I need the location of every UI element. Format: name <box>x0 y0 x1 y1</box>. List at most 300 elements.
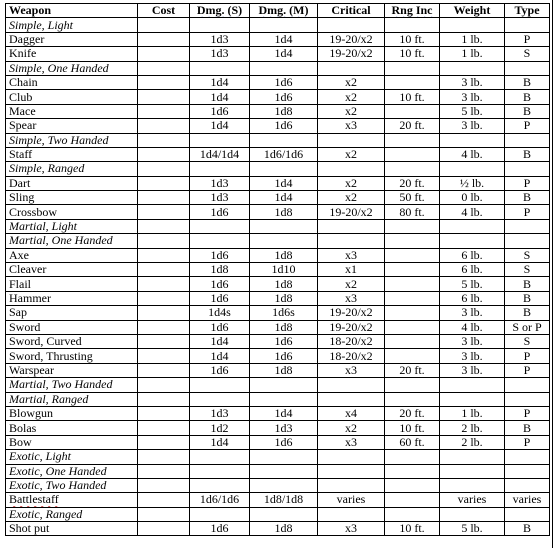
cell-critical: x2 <box>318 147 385 161</box>
cell-type: S <box>505 334 550 348</box>
cell-weapon: Axe <box>6 248 138 262</box>
weapon-row <box>6 32 550 46</box>
cell-cost <box>138 119 190 133</box>
cell-type: B <box>505 147 550 161</box>
cell-dmg-medium: 1d4 <box>250 191 318 205</box>
empty-cell <box>385 162 440 176</box>
empty-cell <box>440 478 505 492</box>
cell-type: B <box>505 191 550 205</box>
cell-weight: 4 lb. <box>440 147 505 161</box>
cell-type: S <box>505 263 550 277</box>
category-row <box>6 507 550 521</box>
cell-dmg-medium: 1d6s <box>250 306 318 320</box>
empty-cell <box>250 219 318 233</box>
category-label: Simple, Ranged <box>6 162 138 176</box>
cell-cost <box>138 32 190 46</box>
cell-type: P <box>505 205 550 219</box>
weapon-row <box>6 493 550 507</box>
empty-cell <box>385 392 440 406</box>
weapon-row <box>6 205 550 219</box>
header-weight: Weight <box>440 4 505 18</box>
cell-range-increment: 20 ft. <box>385 176 440 190</box>
cell-critical: x2 <box>318 191 385 205</box>
cell-type: varies <box>505 493 550 507</box>
cell-dmg-small: 1d4 <box>190 90 250 104</box>
empty-cell <box>505 464 550 478</box>
empty-cell <box>138 450 190 464</box>
cell-dmg-medium: 1d8 <box>250 277 318 291</box>
cell-weight: varies <box>440 493 505 507</box>
weapon-row <box>6 75 550 89</box>
cell-weapon: Blowgun <box>6 406 138 420</box>
cell-dmg-medium: 1d6 <box>250 90 318 104</box>
empty-cell <box>318 507 385 521</box>
empty-cell <box>250 450 318 464</box>
cell-weapon <box>6 363 138 377</box>
empty-cell <box>318 464 385 478</box>
cell-dmg-small: 1d6 <box>190 104 250 118</box>
cell-critical: x3 <box>318 248 385 262</box>
cell-type: P <box>505 176 550 190</box>
empty-cell <box>440 61 505 75</box>
empty-cell <box>385 507 440 521</box>
cell-type: B <box>505 291 550 305</box>
cell-weight: 0 lb. <box>440 191 505 205</box>
cell-dmg-medium: 1d8/1d8 <box>250 493 318 507</box>
weapon-row <box>6 47 550 61</box>
cell-type: B <box>505 104 550 118</box>
empty-cell <box>190 61 250 75</box>
cell-weight: 1 lb. <box>440 406 505 420</box>
empty-cell <box>505 392 550 406</box>
empty-cell <box>440 162 505 176</box>
cell-cost <box>138 191 190 205</box>
cell-type: P <box>505 349 550 363</box>
cell-weight: 3 lb. <box>440 90 505 104</box>
empty-cell <box>250 464 318 478</box>
empty-cell <box>505 18 550 32</box>
cell-type: B <box>505 75 550 89</box>
weapon-row <box>6 435 550 449</box>
cell-type: B <box>505 522 550 536</box>
cell-critical: 18-20/x2 <box>318 349 385 363</box>
header-critical: Critical <box>318 4 385 18</box>
category-label: Exotic, One Handed <box>6 464 138 478</box>
cell-critical: 19-20/x2 <box>318 32 385 46</box>
header-range-increment <box>385 4 440 18</box>
empty-cell <box>318 219 385 233</box>
cell-type: B <box>505 421 550 435</box>
cell-type: S <box>505 47 550 61</box>
empty-cell <box>190 18 250 32</box>
cell-range-increment: 10 ft. <box>385 522 440 536</box>
cell-range-increment <box>385 493 440 507</box>
weapon-row <box>6 191 550 205</box>
cell-type: B <box>505 277 550 291</box>
empty-cell <box>385 61 440 75</box>
cell-critical: x2 <box>318 176 385 190</box>
cell-range-increment: 60 ft. <box>385 435 440 449</box>
weapon-row <box>6 349 550 363</box>
cell-dmg-medium: 1d8 <box>250 522 318 536</box>
empty-cell <box>440 219 505 233</box>
cell-weapon: Spear <box>6 119 138 133</box>
header-dmg-medium <box>250 4 318 18</box>
cell-cost <box>138 277 190 291</box>
empty-cell <box>250 507 318 521</box>
empty-cell <box>190 219 250 233</box>
category-label: Martial, One Handed <box>6 234 138 248</box>
empty-cell <box>190 234 250 248</box>
empty-cell <box>505 478 550 492</box>
cell-weight: 5 lb. <box>440 277 505 291</box>
cell-critical: varies <box>318 493 385 507</box>
empty-cell <box>250 61 318 75</box>
cell-critical: x2 <box>318 421 385 435</box>
empty-cell <box>505 378 550 392</box>
cell-cost <box>138 75 190 89</box>
empty-cell <box>505 234 550 248</box>
cell-cost <box>138 406 190 420</box>
empty-cell <box>318 133 385 147</box>
cell-dmg-small: 1d6 <box>190 363 250 377</box>
empty-cell <box>190 507 250 521</box>
empty-cell <box>440 133 505 147</box>
empty-cell <box>505 219 550 233</box>
cell-weapon: Sword, Curved <box>6 334 138 348</box>
empty-cell <box>138 162 190 176</box>
empty-cell <box>440 450 505 464</box>
empty-cell <box>385 18 440 32</box>
cell-cost <box>138 90 190 104</box>
cell-range-increment <box>385 334 440 348</box>
empty-cell <box>138 464 190 478</box>
empty-cell <box>440 507 505 521</box>
weapon-row <box>6 406 550 420</box>
cell-dmg-small: 1d2 <box>190 421 250 435</box>
empty-cell <box>318 234 385 248</box>
cell-critical: x2 <box>318 90 385 104</box>
weapon-row <box>6 306 550 320</box>
header-dmg-small <box>190 4 250 18</box>
empty-cell <box>250 234 318 248</box>
cell-range-increment <box>385 248 440 262</box>
cell-critical: 19-20/x2 <box>318 320 385 334</box>
category-row <box>6 219 550 233</box>
cell-weapon: Shot put <box>6 522 138 536</box>
cell-weight: 2 lb. <box>440 435 505 449</box>
cell-cost <box>138 421 190 435</box>
cell-dmg-medium: 1d3 <box>250 421 318 435</box>
cell-critical: x3 <box>318 522 385 536</box>
category-row <box>6 450 550 464</box>
cell-weapon: Sling <box>6 191 138 205</box>
cell-critical: x2 <box>318 277 385 291</box>
empty-cell <box>250 478 318 492</box>
cell-weight: 6 lb. <box>440 291 505 305</box>
category-label: Simple, Light <box>6 18 138 32</box>
cell-cost <box>138 104 190 118</box>
cell-range-increment <box>385 320 440 334</box>
cell-dmg-small: 1d4 <box>190 75 250 89</box>
cell-weapon: Bolas <box>6 421 138 435</box>
category-row <box>6 392 550 406</box>
cell-cost <box>138 363 190 377</box>
cell-dmg-small: 1d3 <box>190 176 250 190</box>
empty-cell <box>505 162 550 176</box>
cell-dmg-medium: 1d6 <box>250 119 318 133</box>
cell-dmg-medium: 1d6 <box>250 334 318 348</box>
cell-range-increment: 20 ft. <box>385 406 440 420</box>
cell-dmg-small: 1d6 <box>190 277 250 291</box>
category-label: Martial, Light <box>6 219 138 233</box>
cell-dmg-medium: 1d8 <box>250 104 318 118</box>
cell-weapon <box>6 493 138 507</box>
cell-cost <box>138 349 190 363</box>
category-label: Martial, Two Handed <box>6 378 138 392</box>
header-dmg-medium-text: Dmg. (M) <box>258 3 309 18</box>
weapon-row <box>6 176 550 190</box>
cell-weapon: Sword, Thrusting <box>6 349 138 363</box>
cell-type: P <box>505 435 550 449</box>
empty-cell <box>385 234 440 248</box>
cell-critical: x4 <box>318 406 385 420</box>
cell-dmg-small: 1d4 <box>190 349 250 363</box>
empty-cell <box>138 392 190 406</box>
misspelled-word: Warspear <box>9 363 55 377</box>
empty-cell <box>190 378 250 392</box>
cell-weight: 2 lb. <box>440 421 505 435</box>
empty-cell <box>138 234 190 248</box>
cell-dmg-small: 1d4 <box>190 119 250 133</box>
cell-cost <box>138 435 190 449</box>
empty-cell <box>440 464 505 478</box>
cell-type: P <box>505 363 550 377</box>
cell-dmg-small: 1d6 <box>190 248 250 262</box>
empty-cell <box>440 392 505 406</box>
cell-weight: 1 lb. <box>440 32 505 46</box>
header-row <box>6 4 550 18</box>
cell-dmg-small: 1d4 <box>190 435 250 449</box>
weapon-row <box>6 263 550 277</box>
cell-range-increment: 10 ft. <box>385 421 440 435</box>
cell-dmg-medium: 1d4 <box>250 32 318 46</box>
cell-dmg-small: 1d4s <box>190 306 250 320</box>
empty-cell <box>505 61 550 75</box>
weapon-row <box>6 291 550 305</box>
empty-cell <box>505 507 550 521</box>
header-type: Type <box>505 4 550 18</box>
empty-cell <box>190 478 250 492</box>
empty-cell <box>440 18 505 32</box>
empty-cell <box>190 133 250 147</box>
empty-cell <box>318 478 385 492</box>
cell-range-increment <box>385 349 440 363</box>
cell-cost <box>138 176 190 190</box>
category-row <box>6 18 550 32</box>
cell-dmg-medium: 1d6/1d6 <box>250 147 318 161</box>
cell-weapon: Knife <box>6 47 138 61</box>
cell-type: P <box>505 406 550 420</box>
cell-cost <box>138 522 190 536</box>
cell-weight: 4 lb. <box>440 205 505 219</box>
cell-cost <box>138 493 190 507</box>
cell-weight: 6 lb. <box>440 248 505 262</box>
cell-weight: 3 lb. <box>440 75 505 89</box>
cell-type: S or P <box>505 320 550 334</box>
cell-critical: x1 <box>318 263 385 277</box>
category-row <box>6 464 550 478</box>
weapon-row <box>6 90 550 104</box>
cell-range-increment <box>385 306 440 320</box>
weapon-row <box>6 421 550 435</box>
empty-cell <box>318 18 385 32</box>
cell-range-increment: 10 ft. <box>385 32 440 46</box>
cell-range-increment: 80 ft. <box>385 205 440 219</box>
cell-dmg-small: 1d3 <box>190 406 250 420</box>
cell-range-increment: 10 ft. <box>385 47 440 61</box>
cell-weapon: Sap <box>6 306 138 320</box>
empty-cell <box>505 133 550 147</box>
empty-cell <box>138 133 190 147</box>
cell-dmg-medium: 1d8 <box>250 205 318 219</box>
cell-dmg-medium: 1d8 <box>250 248 318 262</box>
weapons-table-body <box>6 18 550 536</box>
cell-critical: 19-20/x2 <box>318 205 385 219</box>
cell-range-increment: 20 ft. <box>385 119 440 133</box>
cell-cost <box>138 248 190 262</box>
cell-cost <box>138 291 190 305</box>
cell-critical: x3 <box>318 291 385 305</box>
empty-cell <box>318 450 385 464</box>
cell-weapon: Bow <box>6 435 138 449</box>
cell-critical: x3 <box>318 363 385 377</box>
cell-type: P <box>505 32 550 46</box>
empty-cell <box>385 133 440 147</box>
cell-dmg-small: 1d6 <box>190 522 250 536</box>
cell-type: S <box>505 248 550 262</box>
empty-cell <box>138 378 190 392</box>
weapon-row <box>6 363 550 377</box>
cell-critical: 18-20/x2 <box>318 334 385 348</box>
empty-cell <box>385 378 440 392</box>
weapon-row <box>6 320 550 334</box>
cell-dmg-small: 1d3 <box>190 47 250 61</box>
cell-dmg-small: 1d6 <box>190 291 250 305</box>
empty-cell <box>250 392 318 406</box>
cell-range-increment <box>385 263 440 277</box>
cell-weight: 5 lb. <box>440 104 505 118</box>
cell-critical: x2 <box>318 104 385 118</box>
cell-critical: x3 <box>318 119 385 133</box>
cell-type: P <box>505 119 550 133</box>
cell-cost <box>138 47 190 61</box>
weapon-row <box>6 248 550 262</box>
cell-weight: 3 lb. <box>440 349 505 363</box>
empty-cell <box>318 61 385 75</box>
cell-weapon: Cleaver <box>6 263 138 277</box>
misspelled-word: Battlestaff <box>9 492 59 507</box>
cell-weapon: Chain <box>6 75 138 89</box>
cell-critical: 19-20/x2 <box>318 306 385 320</box>
empty-cell <box>138 507 190 521</box>
cell-dmg-small: 1d6 <box>190 320 250 334</box>
cell-weight: ½ lb. <box>440 176 505 190</box>
empty-cell <box>318 378 385 392</box>
empty-cell <box>190 392 250 406</box>
cell-critical: x2 <box>318 75 385 89</box>
cell-dmg-medium: 1d4 <box>250 406 318 420</box>
empty-cell <box>440 378 505 392</box>
cell-range-increment <box>385 147 440 161</box>
header-weapon: Weapon <box>6 4 138 18</box>
cell-weight: 5 lb. <box>440 522 505 536</box>
empty-cell <box>250 133 318 147</box>
cell-critical: 19-20/x2 <box>318 47 385 61</box>
weapon-row <box>6 119 550 133</box>
cell-range-increment <box>385 75 440 89</box>
category-label: Simple, Two Handed <box>6 133 138 147</box>
cell-weight: 1 lb. <box>440 47 505 61</box>
category-label: Exotic, Two Handed <box>6 478 138 492</box>
cell-weapon: Sword <box>6 320 138 334</box>
cell-dmg-small: 1d6/1d6 <box>190 493 250 507</box>
cell-weight: 4 lb. <box>440 320 505 334</box>
empty-cell <box>318 392 385 406</box>
cell-dmg-medium: 1d6 <box>250 349 318 363</box>
cell-weapon: Club <box>6 90 138 104</box>
header-dmg-small-text: Dmg. (S) <box>196 3 243 18</box>
empty-cell <box>138 478 190 492</box>
cell-cost <box>138 306 190 320</box>
empty-cell <box>138 61 190 75</box>
cell-weapon: Dart <box>6 176 138 190</box>
cell-cost <box>138 320 190 334</box>
cell-range-increment <box>385 277 440 291</box>
category-row <box>6 478 550 492</box>
cell-dmg-medium: 1d8 <box>250 291 318 305</box>
cell-dmg-small: 1d8 <box>190 263 250 277</box>
weapon-row <box>6 522 550 536</box>
cell-dmg-medium: 1d8 <box>250 363 318 377</box>
weapon-row <box>6 334 550 348</box>
empty-cell <box>250 162 318 176</box>
empty-cell <box>505 450 550 464</box>
cell-weapon: Hammer <box>6 291 138 305</box>
cell-range-increment: 20 ft. <box>385 363 440 377</box>
cell-weight: 3 lb. <box>440 119 505 133</box>
header-cost: Cost <box>138 4 190 18</box>
empty-cell <box>250 378 318 392</box>
category-row <box>6 61 550 75</box>
cell-weapon: Staff <box>6 147 138 161</box>
cell-dmg-medium: 1d10 <box>250 263 318 277</box>
cell-cost <box>138 205 190 219</box>
weapon-row <box>6 104 550 118</box>
category-label: Simple, One Handed <box>6 61 138 75</box>
cell-dmg-medium: 1d4 <box>250 47 318 61</box>
cell-type: B <box>505 90 550 104</box>
category-label: Martial, Ranged <box>6 392 138 406</box>
empty-cell <box>190 162 250 176</box>
cell-type: B <box>505 306 550 320</box>
cell-cost <box>138 334 190 348</box>
cell-dmg-small: 1d3 <box>190 32 250 46</box>
cell-dmg-medium: 1d4 <box>250 176 318 190</box>
empty-cell <box>138 18 190 32</box>
cell-weight: 3 lb. <box>440 334 505 348</box>
cell-weapon: Mace <box>6 104 138 118</box>
